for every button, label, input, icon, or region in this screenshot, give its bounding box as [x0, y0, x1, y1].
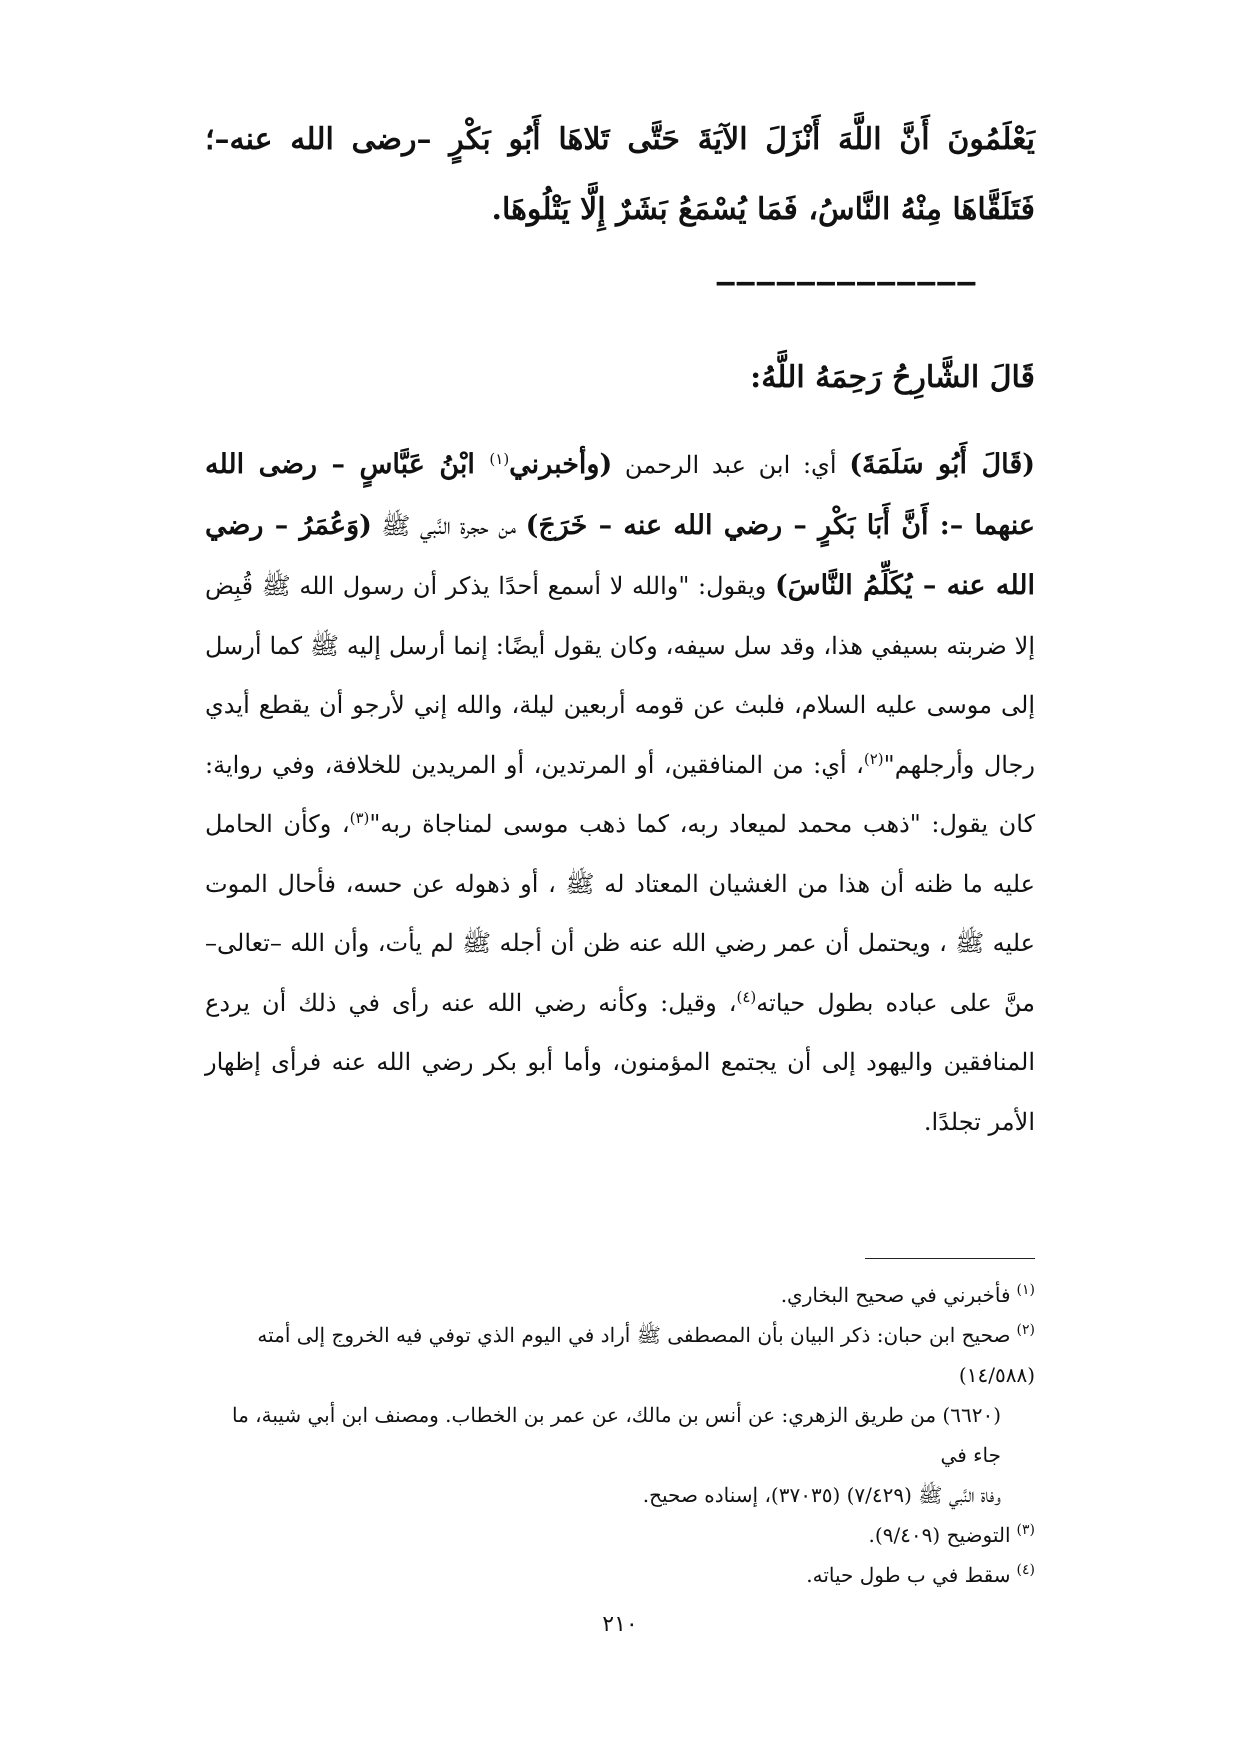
hadith-text-content: يَعْلَمُونَ أَنَّ اللَّهَ أَنْزَلَ الآيَةَ حَتَّى تَلاهَا أَبُو بَكْرٍ –رضى الله عنه–؛ فَتَلَقَّاهَا مِنْهُ النَّاسُ، فَمَا يُسْمَعُ بَشَرٌ إِلَّا يَتْلُوهَا.	[205, 122, 1035, 227]
section-separator: –––––––––––––	[716, 265, 978, 300]
footnote-ref[interactable]: (٣)	[349, 809, 370, 827]
commentary-text: أي: ابن عبد الرحمن	[612, 451, 850, 479]
footnote-ref[interactable]: (٤)	[736, 987, 757, 1006]
commentary-text: ، أي: من المنافقين، أو المرتدين، أو المريدين للخلافة، وفي رواية: كان يقول: "ذهب محمد لميعاد ربه، كما ذهب موسى لمناجاة ربه"	[205, 750, 1035, 838]
quoted-phrase: (قَالَ أَبُو سَلَمَةَ)	[849, 449, 1036, 480]
quoted-phrase: (وأخبرني	[509, 449, 613, 480]
footnote-item	[205, 1315, 1035, 1395]
commentary-body	[205, 435, 1035, 1152]
commentary-text: من حجرة النَّبي ﷺ	[371, 511, 526, 540]
page-number: ٢١٠	[602, 1612, 638, 1637]
quoted-phrase: ابْنُ عَبَّاسٍ – رضى الله عنهما –: أَنَّ أَبَا بَكْرٍ – رضي الله عنه – خَرَجَ)	[205, 449, 1036, 541]
commentary-text: ، وكأن الحامل عليه ما ظنه أن هذا من الغشيان المعتاد له ﷺ ، أو ذهوله عن حسه، فأحال الموت عليه ﷺ ، ويحتمل أن عمر رضي الله عنه ظن أن أجله ﷺ لم يأت، وأن الله –تعالى– منَّ على عباده بطول حياته	[205, 810, 1036, 1017]
footnote-text: صحيح ابن حبان: ذكر البيان بأن المصطفى ﷺ أراد في اليوم الذي توفي فيه الخروج إلى أمته (١٤/٥٨٨)	[257, 1323, 1035, 1387]
footnote-ref[interactable]: (٢)	[863, 749, 884, 768]
footnote-continuation: (٦٦٢٠) من طريق الزهري: عن أنس بن مالك، عن عمر بن الخطاب. ومصنف ابن أبي شيبة، ما جاء في	[231, 1403, 1001, 1467]
hadith-text	[205, 105, 1035, 245]
footnote-continuation: وفاة النَّبي ﷺ (٧/٤٢٩) (٣٧٠٣٥)، إسناده صحيح.	[642, 1483, 1001, 1507]
footnotes	[205, 1275, 1035, 1595]
footnote-item	[205, 1515, 1035, 1555]
footnote-text: التوضيح (٩/٤٠٩).	[868, 1523, 1011, 1547]
commentary-text: ، وقيل: وكأنه رضي الله عنه رأى في ذلك أن يردع المنافقين واليهود إلى أن يجتمع المؤمنون، وأما أبو بكر رضي الله عنه فرأى إظهار الأمر تجلدًا.	[205, 988, 1035, 1136]
footnote-item	[205, 1275, 1035, 1315]
footnote-mark: (٤)	[1016, 1562, 1035, 1579]
footnote-mark: (٣)	[1016, 1522, 1035, 1539]
commentary-text: ويقول: "والله لا أسمع أحدًا يذكر أن رسول الله ﷺ قُبِض إلا ضربته بسيفي هذا، وقد سل سيفه، وكان يقول أيضًا: إنما أرسل إليه ﷺ كما أرسل إلى موسى عليه السلام، فلبث عن قومه أربعين ليلة، والله إني لأرجو أن يقطع أيدي رجال وأرجلهم"	[205, 572, 1035, 779]
footnote-text: سقط في ب طول حياته.	[806, 1563, 1011, 1587]
footnote-divider	[865, 1258, 1035, 1259]
footnote-ref[interactable]: (١)	[489, 450, 510, 468]
commentary-heading: قَالَ الشَّارِحُ رَحِمَهُ اللَّهُ:	[750, 360, 1035, 395]
footnote-item	[205, 1555, 1035, 1595]
footnote-text: فأخبرني في صحيح البخاري.	[780, 1283, 1011, 1307]
quoted-phrase: (وَعُمَرُ – رضي الله عنه – يُكَلِّمُ النَّاسَ)	[205, 509, 1035, 601]
footnote-mark: (٢)	[1016, 1322, 1035, 1339]
footnote-mark: (١)	[1016, 1282, 1035, 1299]
